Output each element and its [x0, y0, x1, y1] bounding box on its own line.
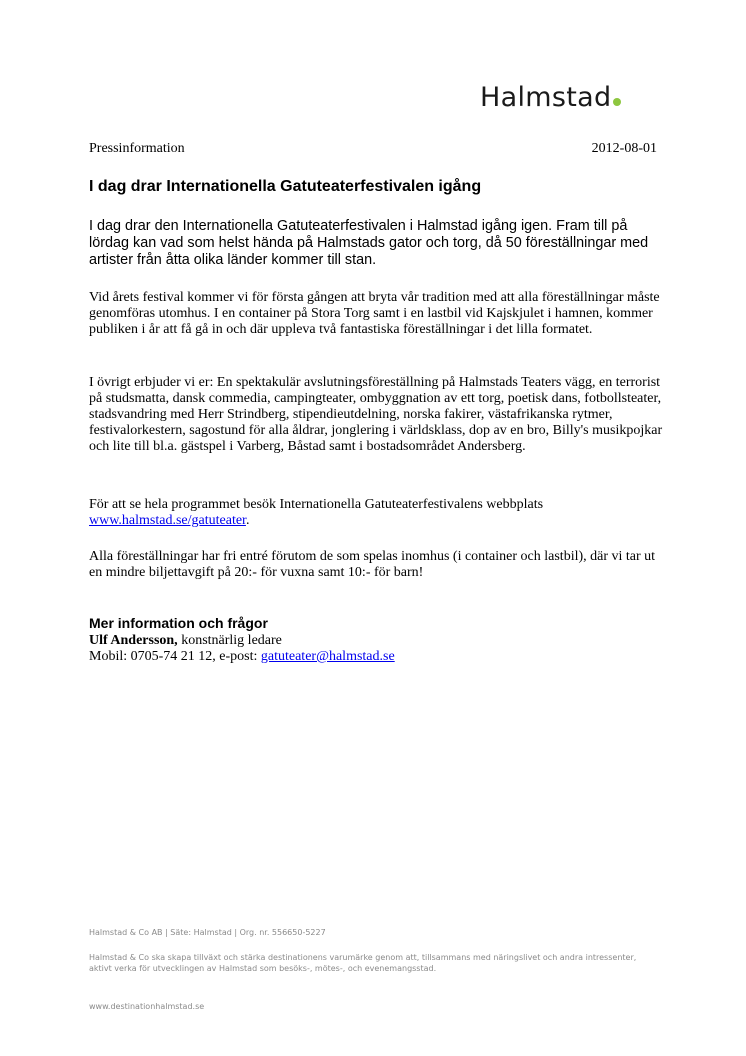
program-text: För att se hela programmet besök Internationella Gatuteaterfestivalens webbplats [89, 497, 544, 512]
footer-url: www.destinationhalmstad.se [89, 1002, 205, 1011]
halmstad-logo [480, 82, 621, 113]
contact-name: Ulf Andersson, [89, 633, 178, 648]
logo-dot-icon [613, 98, 621, 106]
document-type-label: Pressinformation [89, 141, 185, 156]
footer-company-info: Halmstad & Co AB | Säte: Halmstad | Org. nr. 556650-5227 [89, 928, 326, 937]
contact-details [89, 633, 395, 665]
document-date: 2012-08-01 [591, 141, 657, 156]
contact-email-link[interactable]: gatuteater@halmstad.se [260, 649, 395, 664]
logo-text: Halmstad [480, 82, 612, 113]
article-paragraph-2: I övrigt erbjuder vi er: En spektakulär avslutningsföreställning på Halmstads Teaters vägg, en terrorist på studsmatta, dansk commedia, campingteater, ombyggnation av ett torg, poetisk dans, fotbollsteater, stadsvandring med Herr Strindberg, stipendieutdelning, norska fakirer, västafrikanska rytmer, festivalorkestern, sagostund för alla åldrar, jonglering i världsklass, dop av en bro, Billy's musikpojkar och lite till bl.a. gästspel i Varberg, Båstad samt i bostadsområdet Andersberg. [89, 375, 663, 454]
article-paragraph-3 [89, 497, 669, 529]
article-paragraph-1: Vid årets festival kommer vi för första gången att bryta vår tradition med att alla föreställningar måste genomföras utomhus. I en container på Stora Torg samt i en lastbil vid Kajskjulet i hamnen, kommer publiken i år att få gå in och där uppleva två fantastiska föreställningar i det lilla formatet. [89, 290, 660, 337]
program-period: . [245, 513, 250, 528]
contact-role: konstnärlig ledare [177, 633, 282, 648]
contact-heading: Mer information och frågor [89, 615, 268, 631]
program-link[interactable]: www.halmstad.se/gatuteater [89, 513, 246, 528]
article-paragraph-4: Alla föreställningar har fri entré förutom de som spelas inomhus (i container och lastbil), där vi tar ut en mindre biljettavgift på 20:- för vuxna samt 10:- för barn! [89, 549, 656, 580]
footer-mission: Halmstad & Co ska skapa tillväxt och stärka destinationens varumärke genom att, tillsammans med näringslivet och andra intressenter, aktivt verka för utvecklingen av Halmstad som besöks-, mötes-, och evenemangsstad. [89, 953, 637, 973]
article-intro: I dag drar den Internationella Gatuteaterfestivalen i Halmstad igång igen. Fram till på lördag kan vad som helst hända på Halmstads gator och torg, då 50 föreställningar med artister från åtta olika länder kommer till stan. [89, 218, 649, 268]
contact-phone: Mobil: 0705-74 21 12, e-post: [89, 649, 261, 664]
article-headline: I dag drar Internationella Gatuteaterfestivalen igång [89, 178, 482, 195]
